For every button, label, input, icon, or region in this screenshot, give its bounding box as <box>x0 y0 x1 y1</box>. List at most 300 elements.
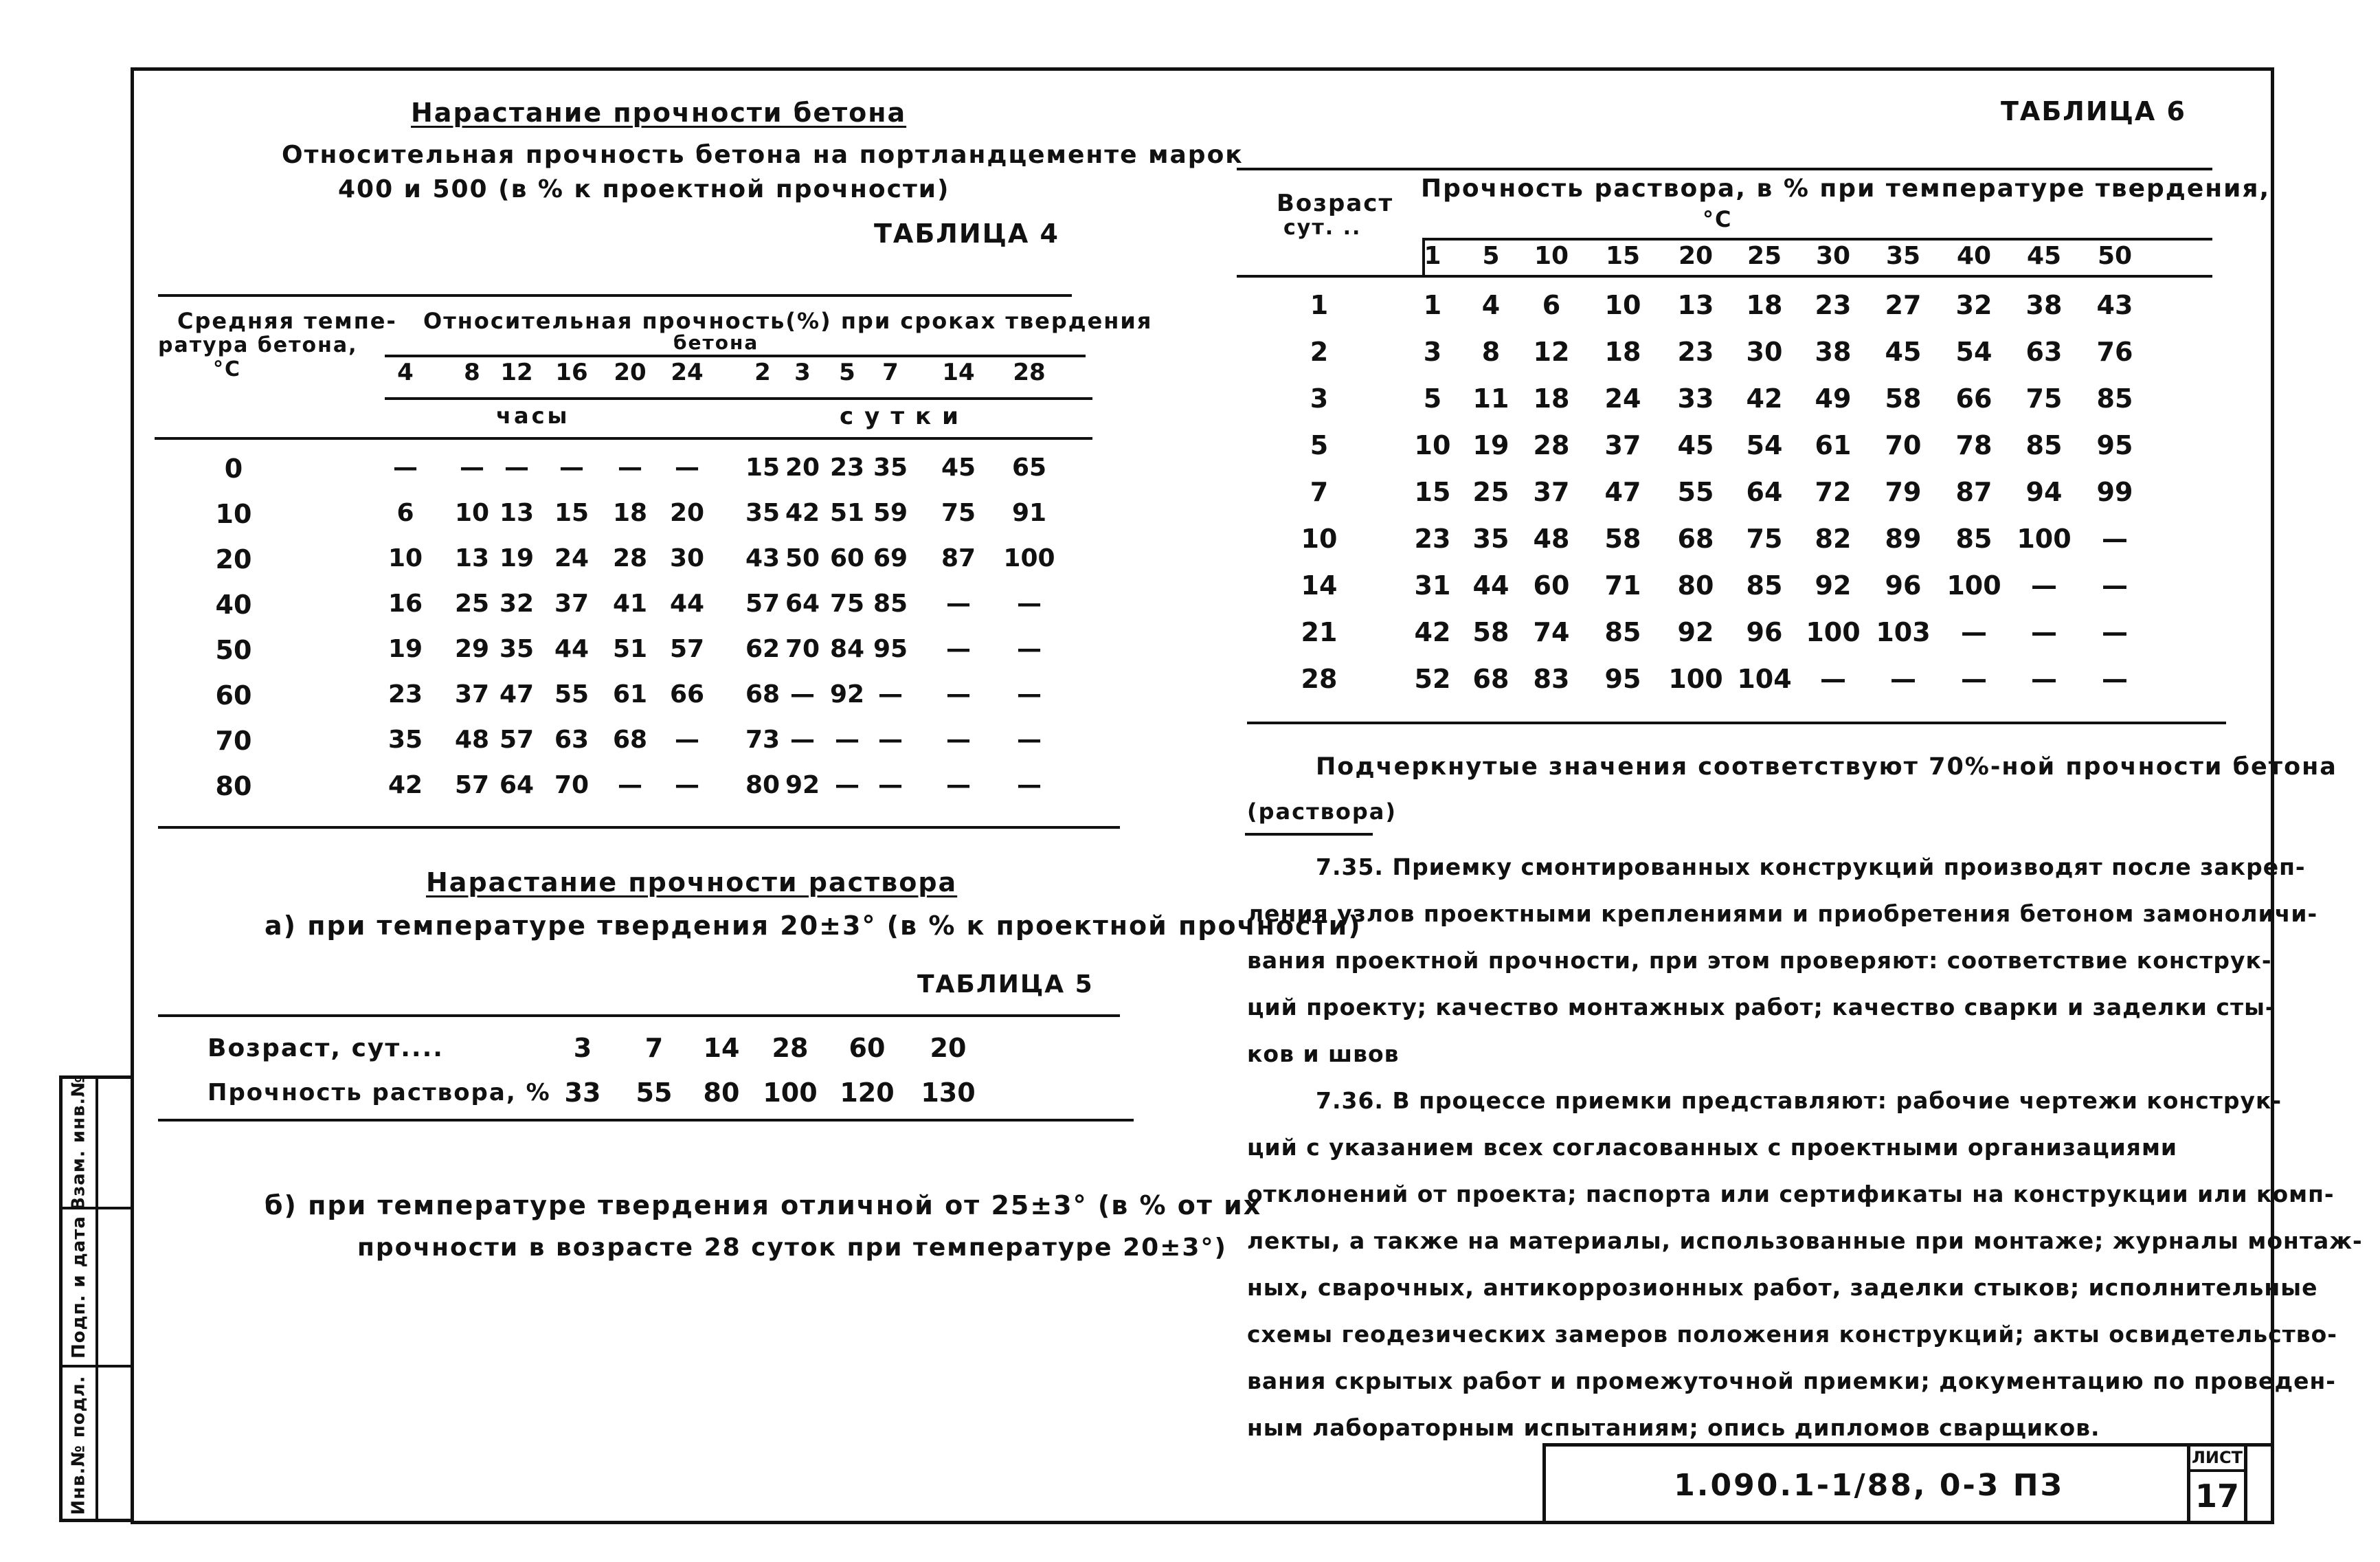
table6-temp-header: 1 <box>1424 242 1441 270</box>
table4-cell: 80 <box>745 771 781 799</box>
table4-hour-header: 4 <box>397 359 414 386</box>
table4-bottom-rule <box>158 826 1120 829</box>
table6-cell: 5 <box>1423 383 1442 414</box>
table6-cell: 58 <box>1604 524 1641 554</box>
table4-cell: 51 <box>612 635 648 663</box>
table6-cell: 49 <box>1815 383 1852 414</box>
table4-cell: 16 <box>388 590 423 618</box>
paragraph-line: ков и швов <box>1247 1040 1400 1067</box>
table4-cell: 44 <box>554 635 590 663</box>
table6-cell: 55 <box>1677 477 1714 507</box>
table4-cell: 42 <box>388 771 423 799</box>
table6-cell: 45 <box>1677 430 1714 460</box>
table5-age-cell: 14 <box>703 1033 740 1063</box>
table5-age-cell: 7 <box>644 1033 664 1063</box>
table6-cell: 31 <box>1414 570 1451 601</box>
table6-cell: 61 <box>1815 430 1852 460</box>
table6-cell: 85 <box>1746 570 1783 601</box>
table4-cell: — <box>460 454 484 482</box>
section1-subtitle-1: Относительная прочность бетона на портландцементе марок <box>282 141 1244 169</box>
side-stamp-col-values <box>98 1079 131 1519</box>
table4-hour-header: 16 <box>555 359 588 386</box>
table4-cell: 23 <box>388 680 423 709</box>
table4-cell: 59 <box>873 499 908 527</box>
table6-cell: 11 <box>1472 383 1509 414</box>
table4-cell: 70 <box>785 635 820 663</box>
table6-cell: 32 <box>1955 290 1992 320</box>
table6-head-right-1: Прочность раствора, в % при температуре твердения, <box>1421 175 2271 203</box>
table4-cell: 35 <box>499 635 535 663</box>
table6-cell: 6 <box>1542 290 1561 320</box>
table4-cell: — <box>1017 726 1042 754</box>
table4-cell: 35 <box>745 499 781 527</box>
table4-cell: 92 <box>785 771 820 799</box>
table4-row-temp: 70 <box>215 726 252 756</box>
table6-body-rule <box>1237 275 2212 278</box>
paragraph-line: вания проектной прочности, при этом проверяют: соответствие конструк- <box>1247 947 2272 974</box>
table6-cell: 58 <box>1472 617 1509 647</box>
table6-cell: 19 <box>1472 430 1509 460</box>
table6-temp-header: 30 <box>1815 242 1851 270</box>
table6-cell: 25 <box>1472 477 1509 507</box>
table6-cell: — <box>2102 617 2128 647</box>
side-cell-inv: Инв.№ подл. <box>69 1375 90 1515</box>
table4-cell: — <box>946 635 971 663</box>
table4-cell: — <box>835 771 860 799</box>
table4-cell: — <box>559 454 584 482</box>
table6-cell: 74 <box>1533 617 1570 647</box>
table5-row2-label: Прочность раствора, % <box>207 1079 551 1106</box>
table4-cell: 15 <box>745 454 781 482</box>
table4-cell: — <box>946 680 971 709</box>
table6-cell: 92 <box>1677 617 1714 647</box>
table4-cell: — <box>835 726 860 754</box>
table6-cell: 1 <box>1423 290 1442 320</box>
table4-cell: 32 <box>499 590 535 618</box>
table4-hour-header: 8 <box>464 359 480 386</box>
table6-row-age: 10 <box>1301 524 1338 554</box>
table6-cell: 4 <box>1481 290 1501 320</box>
table6-cell: 72 <box>1815 477 1852 507</box>
table4-cell: 45 <box>941 454 976 482</box>
table4-cell: 51 <box>829 499 865 527</box>
table4-cell: 92 <box>829 680 865 709</box>
table5-strength-cell: 33 <box>564 1078 601 1108</box>
table4-cell: 91 <box>1011 499 1047 527</box>
table6-temp-header: 15 <box>1605 242 1641 270</box>
table6-cell: 13 <box>1677 290 1714 320</box>
table6-temp-header: 45 <box>2026 242 2062 270</box>
table6-cell: 33 <box>1677 383 1714 414</box>
table4-cell: 65 <box>1011 454 1047 482</box>
table4-day-header: 3 <box>794 359 811 386</box>
table6-cell: — <box>2102 570 2128 601</box>
table4-cell: 68 <box>612 726 648 754</box>
table4-cell: 75 <box>941 499 976 527</box>
table4-cell: 55 <box>554 680 590 709</box>
table6-cell: 78 <box>1955 430 1992 460</box>
table6-cell: 42 <box>1414 617 1451 647</box>
table4-cell: 47 <box>499 680 535 709</box>
table6-cell: 38 <box>1815 337 1852 367</box>
table4-cell: 23 <box>829 454 865 482</box>
table4-cell: 84 <box>829 635 865 663</box>
table4-cell: 66 <box>669 680 705 709</box>
table4-cell: 28 <box>612 544 648 572</box>
table5-strength-cell: 100 <box>763 1078 818 1108</box>
table4-cell: 87 <box>941 544 976 572</box>
table4-hour-header: 20 <box>614 359 647 386</box>
table6-temp-header: 10 <box>1534 242 1569 270</box>
title-block <box>1542 1443 2274 1524</box>
table6-cell: 96 <box>1885 570 1922 601</box>
table6-cell: 52 <box>1414 664 1451 694</box>
section2-b-2: прочности в возрасте 28 суток при температуре 20±3°) <box>357 1234 1227 1262</box>
table6-cell: 54 <box>1746 430 1783 460</box>
table4-cell: 15 <box>554 499 590 527</box>
table6-cell: 30 <box>1746 337 1783 367</box>
table4-cell: — <box>790 726 815 754</box>
table6-cell: — <box>1820 664 1846 694</box>
table6-cell: 10 <box>1414 430 1451 460</box>
table6-head-rule <box>1422 238 2212 241</box>
table6-cell: 76 <box>2096 337 2133 367</box>
table6-cell: 38 <box>2025 290 2063 320</box>
table5-strength-cell: 80 <box>703 1078 740 1108</box>
document-code: 1.090.1-1/88, 0-3 ПЗ <box>1674 1468 2064 1503</box>
table4-cell: — <box>878 726 903 754</box>
table6-cell: 68 <box>1677 524 1714 554</box>
paragraph-line: отклонений от проекта; паспорта или сертификаты на конструкции или комп- <box>1247 1181 2335 1207</box>
table6-cell: 82 <box>1815 524 1852 554</box>
table6-cell: 18 <box>1746 290 1783 320</box>
table4-cell: 24 <box>554 544 590 572</box>
table4-hours-label: часы <box>496 403 570 429</box>
table4-head-right-1: Относительная прочность(%) при сроках твердения <box>423 308 1153 334</box>
table4-row-temp: 40 <box>215 590 252 620</box>
table4-cell: 61 <box>612 680 648 709</box>
table4-row-temp: 50 <box>215 635 252 665</box>
table6-cell: 89 <box>1885 524 1922 554</box>
note-rule <box>1245 833 1373 836</box>
table4-cell: 57 <box>454 771 490 799</box>
table6-cell: 100 <box>1668 664 1723 694</box>
table4-cell: — <box>790 680 815 709</box>
table5-age-cell: 3 <box>573 1033 592 1063</box>
table6-cell: 47 <box>1604 477 1641 507</box>
table6-cell: 75 <box>2025 383 2063 414</box>
table4-cell: 44 <box>669 590 705 618</box>
table4-cell: — <box>946 771 971 799</box>
table6-cell: 100 <box>1946 570 2001 601</box>
table6-cell: 27 <box>1885 290 1922 320</box>
table4-top-rule <box>158 294 1072 297</box>
table4-head-right-2: бетона <box>673 331 759 354</box>
table5-label: ТАБЛИЦА 5 <box>917 970 1094 998</box>
table6-cell: 63 <box>2025 337 2063 367</box>
side-stamp <box>59 1075 131 1522</box>
table4-cell: 6 <box>396 499 414 527</box>
table4-cell: — <box>618 454 642 482</box>
table6-top-rule <box>1237 168 2212 170</box>
table4-cell: 57 <box>499 726 535 754</box>
table5-top-rule <box>158 1014 1120 1017</box>
table4-row-temp: 0 <box>224 454 243 484</box>
section2-a: а) при температуре твердения 20±3° (в % к проектной прочности) <box>265 911 1362 941</box>
table4-cell: 42 <box>785 499 820 527</box>
paragraph-line: 7.36. В процессе приемки представляют: рабочие чертежи конструк- <box>1316 1087 2282 1114</box>
table6-cell: 85 <box>1604 617 1641 647</box>
paragraph-line: ления узлов проектными креплениями и приобретения бетоном замоноличи- <box>1247 900 2318 927</box>
table6-cell: 60 <box>1533 570 1570 601</box>
table4-cell: 69 <box>873 544 908 572</box>
table6-cell: 18 <box>1533 383 1570 414</box>
table6-cell: 83 <box>1533 664 1570 694</box>
paragraph-line: 7.35. Приемку смонтированных конструкций производят после закреп- <box>1316 853 2306 880</box>
table4-cell: — <box>878 680 903 709</box>
table6-cell: 103 <box>1876 617 1931 647</box>
table6-cell: 37 <box>1533 477 1570 507</box>
table4-cell: 60 <box>829 544 865 572</box>
table4-cell: 48 <box>454 726 490 754</box>
section2-title: Нарастание прочности раствора <box>426 867 958 897</box>
table6-cell: — <box>2031 664 2057 694</box>
table4-cell: 85 <box>873 590 908 618</box>
table6-temp-header: 25 <box>1747 242 1782 270</box>
table4-cell: — <box>946 726 971 754</box>
table6-cell: — <box>1890 664 1916 694</box>
section1-title: Нарастание прочности бетона <box>411 98 907 128</box>
table6-cell: 75 <box>1746 524 1783 554</box>
table6-temp-header: 35 <box>1885 242 1921 270</box>
table4-cell: — <box>675 771 699 799</box>
table6-cell: 12 <box>1533 337 1570 367</box>
table6-cell: — <box>2102 524 2128 554</box>
table4-body-rule <box>155 437 1092 440</box>
table4-label: ТАБЛИЦА 4 <box>874 219 1059 249</box>
table4-day-header: 7 <box>882 359 899 386</box>
table6-cell: — <box>2031 570 2057 601</box>
table4-cell: — <box>1017 680 1042 709</box>
table6-cell: — <box>1961 664 1987 694</box>
table4-cell: — <box>675 726 699 754</box>
section2-b-1: б) при температуре твердения отличной от 25±3° (в % от их <box>265 1190 1262 1220</box>
table4-hour-header: 12 <box>500 359 533 386</box>
table6-cell: 58 <box>1885 383 1922 414</box>
table4-cell: 62 <box>745 635 781 663</box>
table4-cell: 37 <box>554 590 590 618</box>
table4-day-header: 14 <box>942 359 975 386</box>
table4-cell: 57 <box>745 590 781 618</box>
table6-cell: 85 <box>2096 383 2133 414</box>
table6-cell: 100 <box>2017 524 2072 554</box>
table4-cell: — <box>1017 635 1042 663</box>
table4-day-header: 2 <box>754 359 771 386</box>
table6-cell: 45 <box>1885 337 1922 367</box>
table6-cell: — <box>2102 664 2128 694</box>
table4-cell: 29 <box>454 635 490 663</box>
table4-cell: 64 <box>499 771 535 799</box>
table4-cell: 75 <box>829 590 865 618</box>
section1-subtitle-2: 400 и 500 (в % к проектной прочности) <box>338 175 950 203</box>
table4-row-temp: 10 <box>215 499 252 529</box>
table4-cell: — <box>393 454 418 482</box>
table6-cell: 80 <box>1677 570 1714 601</box>
table6-temp-header: 5 <box>1482 242 1500 270</box>
table6-row-age: 14 <box>1301 570 1338 601</box>
table6-head-left-1: Возраст <box>1277 190 1394 217</box>
note-line-2: (раствора) <box>1247 799 1397 825</box>
table6-temp-header: 50 <box>2097 242 2133 270</box>
table6-row-age: 2 <box>1310 337 1329 367</box>
table4-head-left-2: ратура бетона, <box>158 333 358 357</box>
table6-label: ТАБЛИЦА 6 <box>2001 96 2186 126</box>
table6-cell: 100 <box>1806 617 1861 647</box>
paragraph-line: ций с указанием всех согласованных с проектными организациями <box>1247 1134 2178 1161</box>
table4-cell: 10 <box>388 544 423 572</box>
table6-cell: 23 <box>1815 290 1852 320</box>
table4-cell: 35 <box>873 454 908 482</box>
table4-head-rule <box>385 355 1086 357</box>
table4-days-label: сутки <box>840 403 969 430</box>
table6-cell: 3 <box>1423 337 1442 367</box>
table6-cell: 85 <box>1955 524 1992 554</box>
table4-cell: 19 <box>388 635 423 663</box>
table4-cell: 10 <box>454 499 490 527</box>
table4-cell: — <box>946 590 971 618</box>
side-cell-sign: Подп. и дата <box>63 1209 96 1368</box>
table4-cell: 73 <box>745 726 781 754</box>
table6-cell: 42 <box>1746 383 1783 414</box>
table6-head-right-2: °С <box>1703 206 1733 232</box>
table4-cell: 18 <box>612 499 648 527</box>
sheet-box <box>2187 1443 2247 1524</box>
table6-row-age: 28 <box>1301 664 1338 694</box>
table6-cell: 87 <box>1955 477 1992 507</box>
table6-head-left-2: сут. .. <box>1283 216 1362 240</box>
table6-cell: 37 <box>1604 430 1641 460</box>
table6-cell: 71 <box>1604 570 1641 601</box>
table6-cell: 18 <box>1604 337 1641 367</box>
table4-cell: 19 <box>499 544 535 572</box>
table6-row-age: 21 <box>1301 617 1338 647</box>
table6-temp-header: 40 <box>1956 242 1992 270</box>
table6-cell: 43 <box>2096 290 2133 320</box>
table4-units-rule <box>385 397 1092 400</box>
table4-row-temp: 20 <box>215 544 252 574</box>
table6-cell: 96 <box>1746 617 1783 647</box>
table6-cell: 95 <box>2096 430 2133 460</box>
table4-cell: 50 <box>785 544 820 572</box>
table6-cell: 15 <box>1414 477 1451 507</box>
table6-cell: 23 <box>1414 524 1451 554</box>
table6-bottom-rule <box>1247 722 2226 724</box>
table6-cell: 92 <box>1815 570 1852 601</box>
table6-cell: — <box>2031 617 2057 647</box>
table5-row1-label: Возраст, сут.... <box>207 1034 444 1062</box>
table4-row-temp: 80 <box>215 771 252 801</box>
table4-row-temp: 60 <box>215 680 252 711</box>
table4-day-header: 28 <box>1013 359 1046 386</box>
table4-cell: 70 <box>554 771 590 799</box>
sheet-label: ЛИСТ <box>2190 1443 2244 1472</box>
table6-cell: 10 <box>1604 290 1641 320</box>
table4-cell: — <box>1017 771 1042 799</box>
table4-cell: — <box>504 454 529 482</box>
table6-row-age: 7 <box>1310 477 1329 507</box>
paragraph-line: схемы геодезических замеров положения конструкций; акты освидетельство- <box>1247 1321 2338 1348</box>
table5-strength-cell: 130 <box>921 1078 976 1108</box>
table6-cell: 48 <box>1533 524 1570 554</box>
paragraph-7-35 <box>1247 844 2318 1078</box>
table5-age-cell: 20 <box>930 1033 967 1063</box>
sheet-number: 17 <box>2194 1477 2239 1515</box>
table6-cell: 66 <box>1955 383 1992 414</box>
table4-cell: — <box>878 771 903 799</box>
table4-cell: 57 <box>669 635 705 663</box>
table4-cell: 37 <box>454 680 490 709</box>
table4-cell: 20 <box>785 454 820 482</box>
table6-cell: 24 <box>1604 383 1641 414</box>
table6-cell: 70 <box>1885 430 1922 460</box>
paragraph-line: лекты, а также на материалы, использованные при монтаже; журналы монтаж- <box>1247 1227 2363 1254</box>
table5-strength-cell: 55 <box>636 1078 673 1108</box>
table6-cell: 95 <box>1604 664 1641 694</box>
paragraph-line: ных, сварочных, антикоррозионных работ, заделки стыков; исполнительные <box>1247 1274 2318 1301</box>
side-cell-replace: Взам. инв.№ <box>63 1079 96 1209</box>
table5-age-cell: 60 <box>849 1033 886 1063</box>
table4-cell: 13 <box>499 499 535 527</box>
table4-cell: 63 <box>554 726 590 754</box>
table6-temp-header: 20 <box>1678 242 1714 270</box>
paragraph-line: ным лабораторным испытаниям; опись дипломов сварщиков. <box>1247 1414 2100 1441</box>
table4-cell: 30 <box>669 544 705 572</box>
table4-cell: 68 <box>745 680 781 709</box>
table6-cell: 99 <box>2096 477 2133 507</box>
table5-age-cell: 28 <box>772 1033 809 1063</box>
table6-cell: 94 <box>2025 477 2063 507</box>
table4-cell: 95 <box>873 635 908 663</box>
table4-cell: 13 <box>454 544 490 572</box>
note-line-1: Подчеркнутые значения соответствуют 70%-ной прочности бетона <box>1316 753 2337 781</box>
table6-cell: 104 <box>1737 664 1792 694</box>
table6-cell: 35 <box>1472 524 1509 554</box>
table6-cell: 64 <box>1746 477 1783 507</box>
paragraph-line: вания скрытых работ и промежуточной приемки; документацию по проведен- <box>1247 1368 2336 1394</box>
table6-cell: 8 <box>1481 337 1501 367</box>
table6-row-age: 5 <box>1310 430 1329 460</box>
table4-cell: — <box>675 454 699 482</box>
table5-bottom-rule <box>158 1119 1134 1122</box>
table6-cell: 79 <box>1885 477 1922 507</box>
table4-cell: 41 <box>612 590 648 618</box>
table4-head-left-3: °С <box>213 357 242 381</box>
table4-head-left-1: Средняя темпе- <box>177 308 397 334</box>
table4-cell: — <box>618 771 642 799</box>
table6-cell: 85 <box>2025 430 2063 460</box>
table4-cell: 64 <box>785 590 820 618</box>
table5-strength-cell: 120 <box>840 1078 895 1108</box>
table4-cell: 20 <box>669 499 705 527</box>
table4-day-header: 5 <box>839 359 855 386</box>
table6-row-age: 1 <box>1310 290 1329 320</box>
table6-cell: 68 <box>1472 664 1509 694</box>
table6-cell: — <box>1961 617 1987 647</box>
table4-cell: — <box>1017 590 1042 618</box>
paragraph-line: ций проекту; качество монтажных работ; качество сварки и заделки сты- <box>1247 994 2276 1020</box>
table6-row-age: 3 <box>1310 383 1329 414</box>
side-stamp-col-labels <box>63 1075 98 1519</box>
